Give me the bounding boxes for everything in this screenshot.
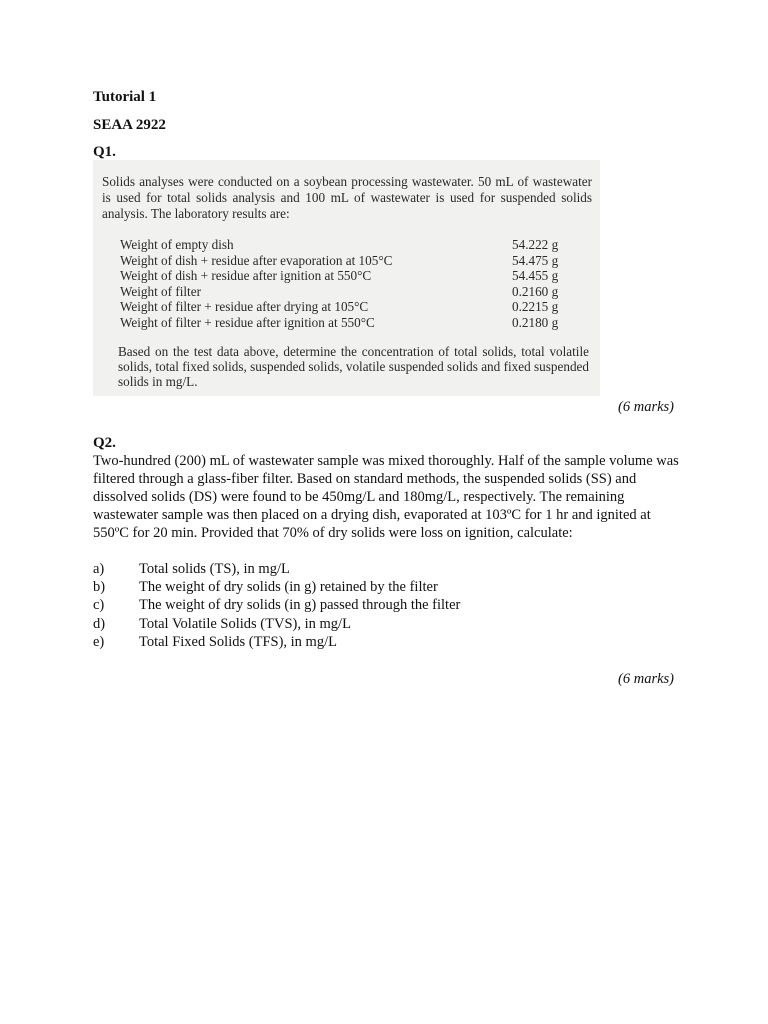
question-1-label: Q1. bbox=[93, 144, 116, 160]
lab-result-row bbox=[120, 299, 570, 315]
subquestion-item bbox=[93, 633, 653, 651]
subquestion-label: b) bbox=[93, 579, 106, 596]
lab-result-value: 0.2180 g bbox=[512, 314, 559, 330]
lab-result-row bbox=[120, 253, 570, 269]
lab-result-value: 54.475 g bbox=[512, 252, 559, 268]
lab-result-row bbox=[120, 284, 570, 300]
subquestion-text: Total Fixed Solids (TFS), in mg/L bbox=[139, 633, 337, 650]
question-1-intro: Solids analyses were conducted on a soybean processing wastewater. 50 mL of wastewater is used for total solids analysis and 100 mL of wastewater is used for suspended solids analysis. The laboratory results are: bbox=[102, 174, 592, 221]
lab-result-label: Weight of dish + residue after ignition at 550°C bbox=[120, 268, 372, 284]
lab-result-row bbox=[120, 268, 570, 284]
subquestion-item bbox=[93, 560, 653, 578]
lab-result-label: Weight of dish + residue after evaporation at 105°C bbox=[120, 252, 393, 268]
lab-result-label: Weight of empty dish bbox=[120, 237, 234, 252]
question-1-marks: (6 marks) bbox=[618, 399, 674, 415]
subquestion-text: The weight of dry solids (in g) passed through the filter bbox=[139, 597, 461, 614]
question-1-instructions: Based on the test data above, determine the concentration of total solids, total volatile solids, total fixed solids, suspended solids, volatile suspended solids and fixed suspended solids in mg/L. bbox=[118, 344, 589, 389]
question-2-marks: (6 marks) bbox=[618, 671, 674, 687]
lab-result-label: Weight of filter bbox=[120, 283, 201, 299]
lab-result-value: 54.455 g bbox=[512, 268, 559, 284]
lab-result-row bbox=[120, 315, 570, 331]
subquestion-text: The weight of dry solids (in g) retained by the filter bbox=[139, 579, 438, 596]
question-2-subquestions bbox=[93, 560, 653, 651]
subquestion-label: d) bbox=[93, 615, 106, 632]
subquestion-item bbox=[93, 596, 653, 614]
subquestion-label: a) bbox=[93, 561, 105, 577]
course-code: SEAA 2922 bbox=[93, 117, 166, 133]
subquestion-item bbox=[93, 578, 653, 596]
lab-result-row bbox=[120, 237, 570, 253]
question-2-label: Q2. bbox=[93, 435, 116, 451]
lab-result-label: Weight of filter + residue after drying at 105°C bbox=[120, 299, 369, 315]
subquestion-item bbox=[93, 615, 653, 633]
subquestion-label: c) bbox=[93, 597, 105, 614]
subquestion-text: Total solids (TS), in mg/L bbox=[139, 561, 290, 577]
lab-results-table bbox=[120, 237, 570, 331]
tutorial-title: Tutorial 1 bbox=[93, 89, 157, 105]
subquestion-label: e) bbox=[93, 633, 105, 650]
lab-result-value: 0.2215 g bbox=[512, 299, 559, 315]
subquestion-text: Total Volatile Solids (TVS), in mg/L bbox=[139, 615, 351, 632]
question-2-body: Two-hundred (200) mL of wastewater sample was mixed thoroughly. Half of the sample volume was filtered through a glass-fiber filter. Based on standard methods, the suspended solids (SS) and dissolved solids (DS) were found to be 450mg/L and 180mg/L, respectively. The remaining wastewater sample was then placed on a drying dish, evaporated at 103ºC for 1 hr and ignited at 550ºC for 20 min. Provided that 70% of dry solids were loss on ignition, calculate: bbox=[93, 453, 679, 541]
lab-result-value: 54.222 g bbox=[512, 237, 559, 252]
lab-result-value: 0.2160 g bbox=[512, 283, 559, 299]
lab-result-label: Weight of filter + residue after ignition at 550°C bbox=[120, 314, 375, 330]
question-1-scanned-box bbox=[93, 160, 600, 396]
